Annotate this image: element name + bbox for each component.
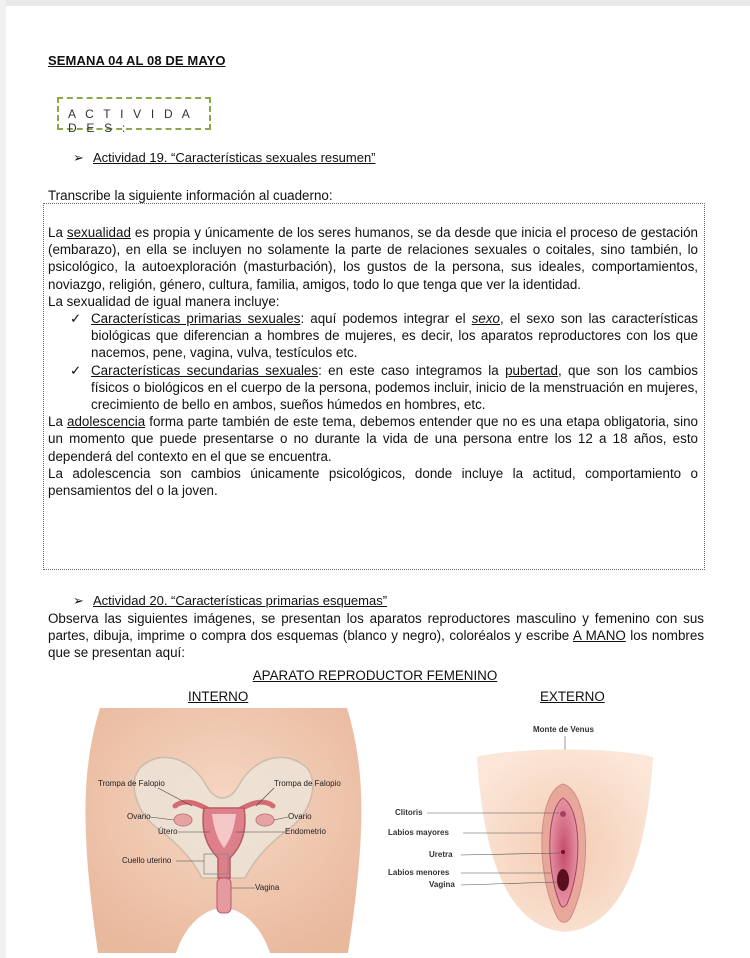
checkmark-icon: ✓ (70, 311, 82, 327)
label-monte-de-venus: Monte de Venus (533, 725, 594, 734)
label-uretra: Uretra (429, 850, 453, 859)
vaginal-opening (557, 869, 569, 891)
paragraph-cambios: La adolescencia son cambios únicamente psicológicos, donde incluye la actitud, comportamiento o pensamientos del o la joven. (48, 465, 698, 499)
a-mano-emphasis: A MANO (572, 628, 626, 643)
list-item-primarias: ✓ Características primarias sexuales: aquí podemos integrar el sexo, el sexo son las características biológicas que diferencian a hombres de mujeres, es decir, los aparatos reproductores con los que nacemos, pene, vagina, vulva, testículos etc. (70, 311, 698, 361)
figure-title: APARATO REPRODUCTOR FEMENINO (252, 668, 498, 683)
label-clitoris: Clitoris (395, 808, 423, 817)
arrow-bullet-icon: ➢ (73, 150, 84, 165)
label-endometrio: Endometrio (285, 827, 326, 836)
checkmark-icon: ✓ (70, 362, 82, 378)
characteristics-list (48, 310, 698, 413)
label-trompa-right: Trompa de Falopio (274, 779, 341, 788)
label-utero: Útero (158, 827, 178, 836)
urethra-opening (561, 850, 565, 854)
observe-instruction: Observa las siguientes imágenes, se presentan los aparatos reproductores masculino y femenino con sus partes, dibuja, imprime o compra dos esquemas (blanco y negro), coloréalos y escribe A MANO los nombres que se presentan aquí: (48, 611, 705, 660)
activity-19-title: Actividad 19. “Características sexuales resumen” (93, 150, 376, 165)
arrow-bullet-icon: ➢ (73, 593, 84, 608)
week-title: SEMANA 04 AL 08 DE MAYO (48, 53, 226, 68)
label-vagina-internal: Vagina (255, 883, 280, 892)
term-secundarias: Características secundarias sexuales (91, 362, 319, 378)
page-edge (0, 0, 750, 6)
external-reproductive-diagram (385, 712, 655, 952)
internal-reproductive-diagram (80, 708, 367, 953)
label-trompa-left: Trompa de Falopio (98, 779, 165, 788)
interno-label: INTERNO (188, 689, 249, 704)
label-labios-menores: Labios menores (388, 868, 450, 877)
label-ovario-left: Ovario (127, 812, 151, 821)
activities-header-box (57, 97, 211, 135)
paragraph-incluye: La sexualidad de igual manera incluye: (48, 293, 280, 309)
clitoris (560, 811, 566, 817)
ovary-right (256, 814, 274, 826)
paragraph-adolescencia: La adolescencia forma parte también de este tema, debemos entender que no es una etapa obligatoria, sino un momento que puede presentarse o no durante la vida de una persona entre los 12 a 18 años, esto dependerá del contexto en el que se encuentra. (48, 414, 698, 464)
externo-label: EXTERNO (540, 689, 605, 704)
activity-19-heading (73, 150, 376, 166)
term-sexo: sexo (471, 311, 500, 327)
term-sexualidad: sexualidad (66, 225, 131, 240)
paragraph-sexualidad: La sexualidad es propia y únicamente de los seres humanos, se da desde que inicia el proceso de gestación (embarazo), en ella se incluyen no solamente la parte de relaciones sexuales o coitales, sino también, lo psicológico, la autoexploración (masturbación), los gustos de la persona, sus ideales, comportamientos, noviazgo, religión, género, cultura, familia, amigos, todo lo que tenga que ver la identidad. (48, 225, 698, 292)
label-cuello-uterino: Cuello uterino (122, 856, 172, 865)
transcribe-instruction: Transcribe la siguiente información al cuaderno: (48, 188, 333, 203)
term-primarias: Características primarias sexuales (91, 311, 301, 327)
term-adolescencia: adolescencia (67, 414, 146, 430)
label-ovario-right: Ovario (288, 812, 312, 821)
activity-20-heading (73, 593, 387, 609)
vaginal-canal (217, 878, 231, 913)
label-labios-mayores: Labios mayores (388, 828, 449, 837)
ovary-left (174, 814, 192, 826)
term-pubertad: pubertad (505, 362, 558, 378)
label-vagina-external: Vagina (429, 880, 455, 889)
summary-text (48, 224, 698, 499)
page-edge-left (0, 0, 6, 958)
activity-20-title: Actividad 20. “Características primarias esquemas” (93, 593, 388, 608)
list-item-secundarias: ✓ Características secundarias sexuales: en este caso integramos la pubertad, que son los cambios físicos o biológicos en el cuerpo de la persona, podemos incluir, inicio de la menstruación en mujeres, crecimiento de bello en ambos, sueños húmedos en hombres, etc. (70, 362, 698, 413)
activities-header: A C T I V I D A D E S : (68, 107, 193, 135)
